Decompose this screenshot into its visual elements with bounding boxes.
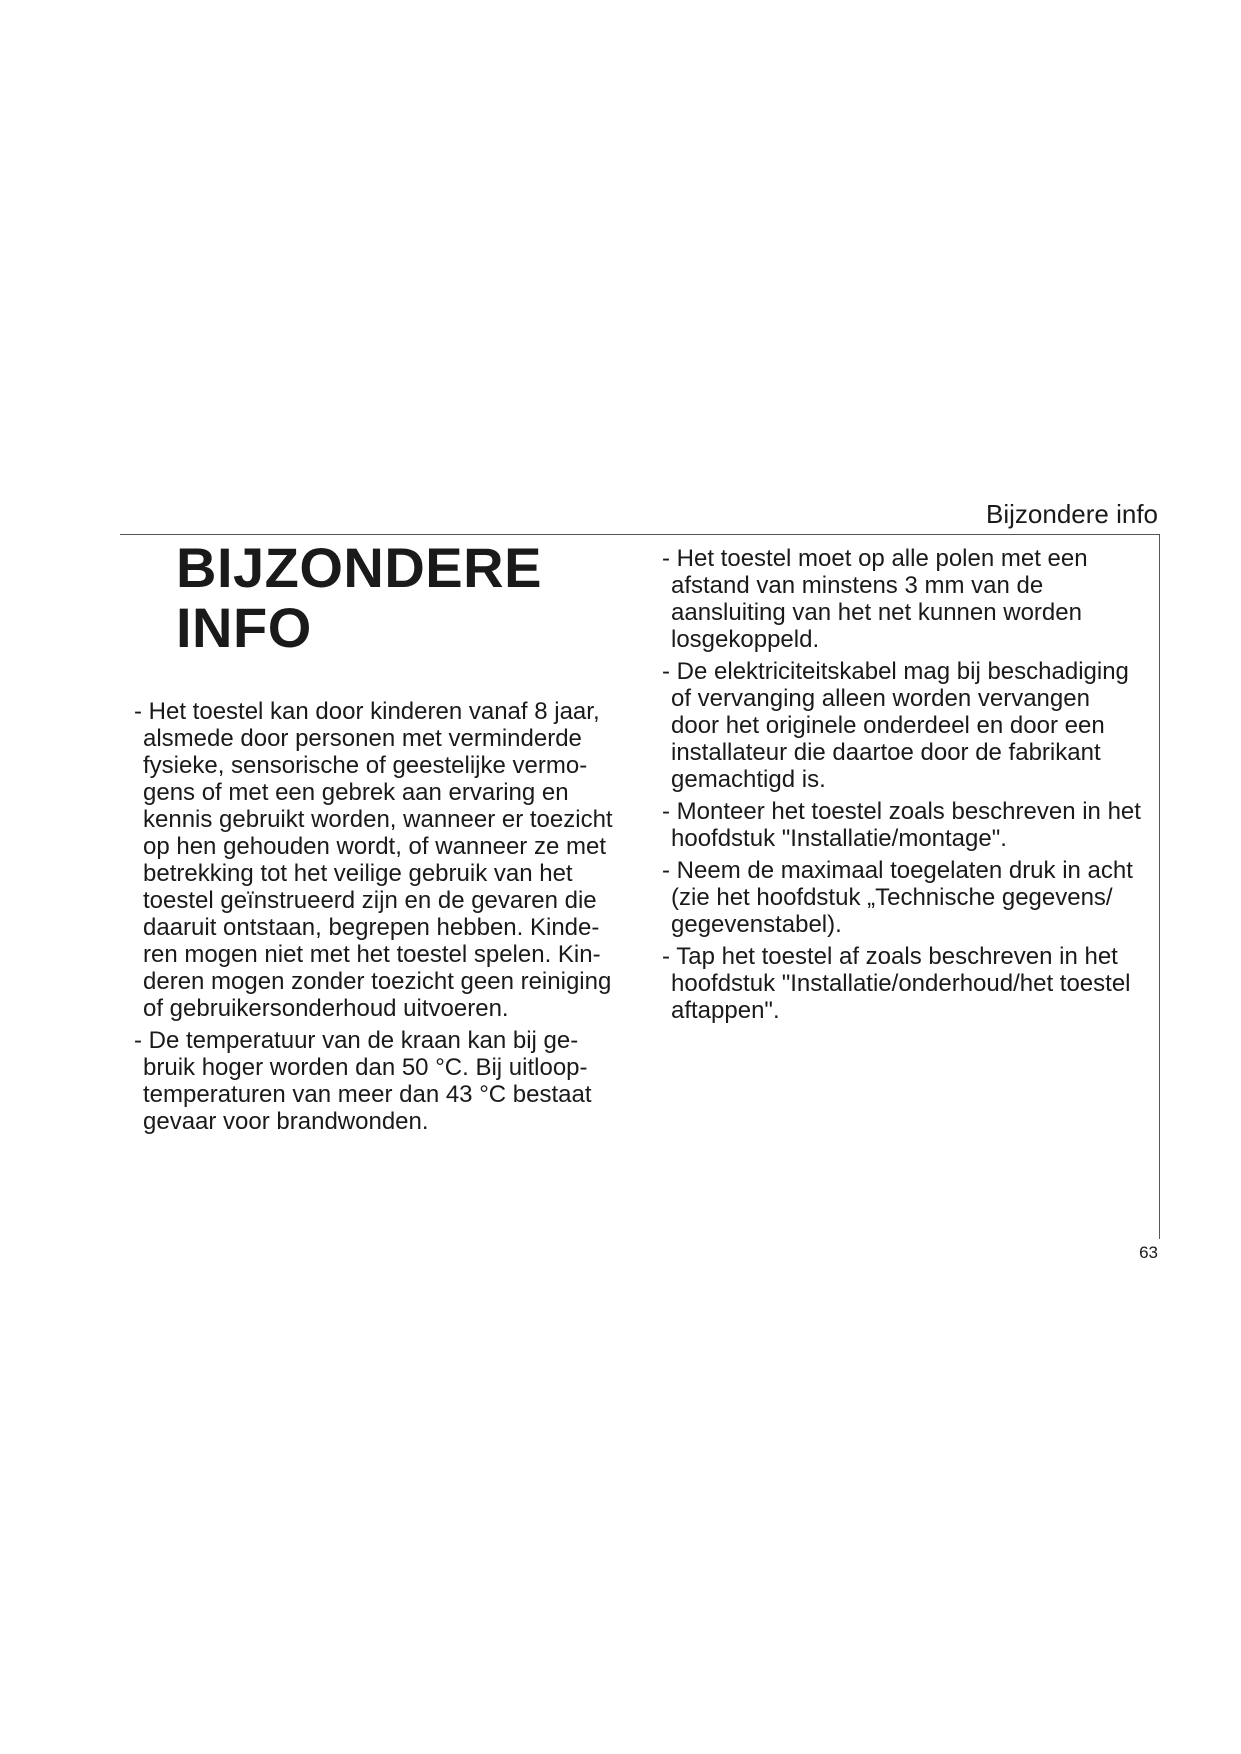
page-title-line-2: INFO — [176, 596, 312, 659]
right-column — [662, 545, 1158, 1029]
page-title — [176, 538, 542, 658]
margin-rule — [1159, 534, 1160, 1239]
safety-item-pressure: - Neem de maximaal toegelaten druk in acht (zie het hoofdstuk „Technische gegevens/ gegevenstabel). — [662, 857, 1133, 938]
section-header: Bijzondere info — [986, 499, 1158, 529]
page-title-line-1: BIJZONDERE — [176, 536, 542, 599]
safety-item-temperature: - De temperatuur van de kraan kan bij ge- bruik hoger worden dan 50 °C. Bij uitloop- temperaturen van meer dan 43 °C bestaat gevaar voor brandwonden. — [134, 1027, 592, 1135]
header-divider — [120, 534, 1160, 535]
safety-item-disconnect: - Het toestel moet op alle polen met een afstand van minstens 3 mm van de aansluiting van het net kunnen worden losgekoppeld. — [662, 545, 1088, 653]
safety-item-mounting: - Monteer het toestel zoals beschreven in het hoofdstuk "Installatie/montage". — [662, 798, 1141, 852]
safety-item-children: - Het toestel kan door kinderen vanaf 8 jaar, alsmede door personen met verminderde fysieke, sensorische of geestelijke vermo- gens of met een gebrek aan ervaring en kennis gebruikt worden, wanneer er toezicht op hen gehouden wordt, of wanneer ze met betrekking tot het veilige gebruik van het toestel geïnstrueerd zijn en de gevaren die daaruit ontstaan, begrepen hebben. Kinde- ren mogen niet met het toestel spelen. Kin- deren mogen zonder toezicht geen reiniging of gebruikersonderhoud uitvoeren. — [134, 698, 613, 1022]
safety-item-draining: - Tap het toestel af zoals beschreven in het hoofdstuk "Installatie/onderhoud/het toestel aftappen". — [662, 943, 1131, 1024]
left-column — [134, 698, 630, 1140]
page-number: 63 — [1139, 1243, 1158, 1262]
safety-item-cable: - De elektriciteitskabel mag bij beschadiging of vervanging alleen worden vervangen door het originele onderdeel en door een installateur die daartoe door de fabrikant gemachtigd is. — [662, 658, 1129, 793]
